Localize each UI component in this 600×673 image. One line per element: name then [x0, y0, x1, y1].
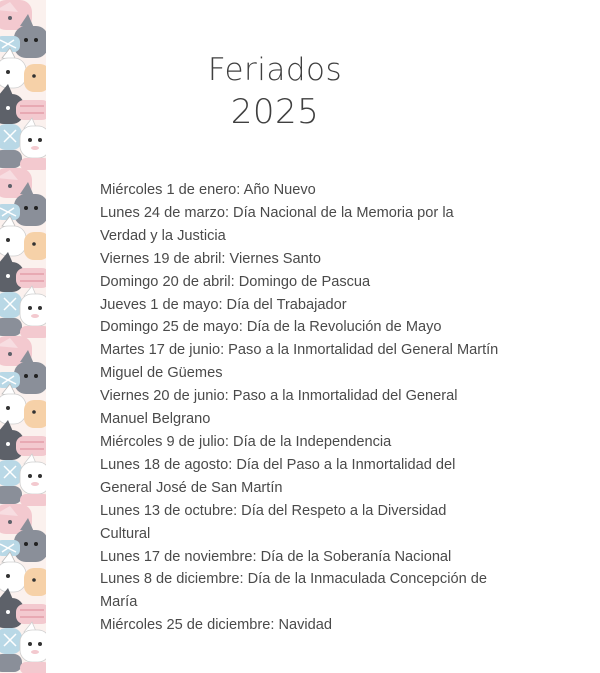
list-item: Jueves 1 de mayo: Día del Trabajador — [100, 296, 347, 313]
list-item: Domingo 25 de mayo: Día de la Revolución de Mayo — [100, 319, 442, 336]
list-item: Miércoles 1 de enero: Año Nuevo — [100, 182, 316, 198]
page-title: Feriados — [207, 52, 343, 88]
list-item: Lunes 13 de octubre: Día del Respeto a la Diversidad Cultural — [100, 502, 447, 542]
list-item: Viernes 19 de abril: Viernes Santo — [100, 250, 321, 267]
list-item: Miércoles 25 de diciembre: Navidad — [100, 617, 332, 634]
page-year: 2025 — [230, 92, 320, 132]
cat-pattern-icon — [0, 0, 46, 673]
list-item: Lunes 17 de noviembre: Día de la Soberanía Nacional — [100, 548, 452, 565]
list-item: Viernes 20 de junio: Paso a la Inmortalidad del General Manuel Belgrano — [100, 388, 458, 428]
holiday-list — [100, 179, 500, 637]
list-item: Lunes 18 de agosto: Día del Paso a la Inmortalidad del General José de San Martín — [100, 456, 456, 496]
list-item: Miércoles 9 de julio: Día de la Independencia — [100, 433, 392, 450]
list-item: Lunes 24 de marzo: Día Nacional de la Memoria por la Verdad y la Justicia — [100, 204, 454, 244]
list-item: Domingo 20 de abril: Domingo de Pascua — [100, 273, 371, 290]
list-item: Lunes 8 de diciembre: Día de la Inmaculada Concepción de María — [100, 571, 487, 611]
list-item: Martes 17 de junio: Paso a la Inmortalidad del General Martín Miguel de Güemes — [100, 342, 499, 382]
